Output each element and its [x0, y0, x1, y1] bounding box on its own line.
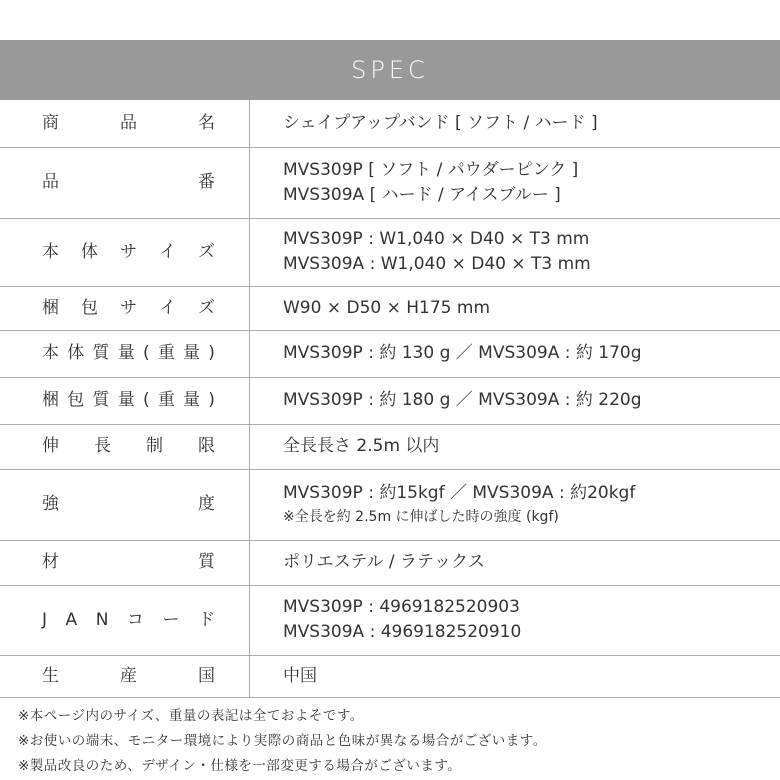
- spec-label-char: 産: [120, 665, 137, 686]
- spec-value: MVS309P [ ソフト / パウダーピンク ]: [283, 159, 579, 180]
- spec-label: [42, 434, 215, 459]
- spec-value-cell: [250, 147, 780, 218]
- spec-row: [0, 585, 780, 655]
- spec-label-char: 包: [67, 390, 85, 410]
- spec-label-char: コ: [126, 609, 144, 630]
- spec-label-cell: [0, 218, 250, 286]
- spec-value-cell: [250, 655, 780, 697]
- spec-value: ポリエステル / ラテックス: [283, 552, 485, 572]
- spec-label-char: 体: [67, 343, 85, 363]
- spec-label: [42, 608, 215, 633]
- spec-label-char: イ: [159, 297, 176, 318]
- spec-value: シェイプアップバンド [ ソフト / ハード ]: [283, 112, 598, 133]
- spec-label-char: 伸: [42, 436, 59, 456]
- spec-label-cell: [0, 377, 250, 424]
- spec-row: [0, 377, 780, 424]
- spec-label-char: 強: [42, 494, 59, 514]
- spec-label-char: 重: [157, 343, 175, 363]
- spec-label-char: 体: [81, 241, 98, 262]
- spec-label-cell: [0, 655, 250, 697]
- spec-row: [0, 330, 780, 377]
- spec-label-char: (: [142, 390, 150, 410]
- spec-label-char: (: [142, 343, 150, 363]
- spec-label-char: A: [65, 609, 78, 630]
- spec-label-char: 重: [157, 390, 175, 410]
- spec-label-cell: [0, 585, 250, 655]
- spec-label-char: 国: [198, 665, 215, 686]
- spec-value-cell: [250, 540, 780, 585]
- spec-value: MVS309A : 4969182520910: [283, 622, 522, 642]
- spec-value-cell: [250, 330, 780, 377]
- spec-label-char: サ: [120, 241, 137, 262]
- spec-title: SPEC: [351, 56, 429, 84]
- spec-value: MVS309P : 4969182520903: [283, 597, 520, 617]
- spec-value: MVS309P : 約 130 g ／ MVS309A : 約 170g: [283, 343, 642, 363]
- spec-value-note: ※全長を約 2.5m に伸ばした時の強度 (kgf): [283, 509, 559, 525]
- spec-label: [42, 111, 215, 136]
- spec-label: [42, 170, 215, 195]
- spec-label-char: ー: [162, 609, 180, 630]
- spec-row: [0, 100, 780, 147]
- spec-label-char: 包: [81, 297, 98, 318]
- spec-label-char: 量: [183, 343, 201, 363]
- spec-value-cell: [250, 218, 780, 286]
- spec-label: [42, 240, 215, 265]
- spec-row: [0, 286, 780, 330]
- spec-label-char: ド: [197, 609, 215, 630]
- spec-value-cell: [250, 286, 780, 330]
- spec-value: MVS309P : W1,040 × D40 × T3 mm: [283, 229, 590, 249]
- spec-header: [0, 40, 780, 100]
- spec-label: [42, 388, 215, 413]
- spec-label-char: 質: [92, 343, 110, 363]
- spec-label-char: 長: [94, 436, 111, 456]
- spec-label-char: 量: [117, 390, 135, 410]
- spec-row: [0, 469, 780, 540]
- spec-label-char: 量: [117, 343, 135, 363]
- spec-label-char: 材: [42, 552, 59, 572]
- spec-value-cell: [250, 585, 780, 655]
- spec-label-char: 番: [198, 172, 215, 192]
- spec-label-char: 制: [146, 436, 163, 456]
- spec-row: [0, 540, 780, 585]
- spec-label-cell: [0, 540, 250, 585]
- spec-label-char: ズ: [198, 297, 215, 318]
- spec-label: [42, 550, 215, 575]
- spec-value: 中国: [283, 665, 317, 686]
- spec-label-char: ): [208, 343, 215, 363]
- spec-label-cell: [0, 147, 250, 218]
- spec-label: [42, 341, 215, 366]
- spec-value-cell: [250, 377, 780, 424]
- spec-value-cell: [250, 100, 780, 147]
- spec-label-char: 商: [42, 112, 59, 133]
- spec-value: MVS309P : 約15kgf ／ MVS309A : 約20kgf: [283, 483, 636, 503]
- spec-value: MVS309A : W1,040 × D40 × T3 mm: [283, 254, 591, 274]
- spec-row: [0, 424, 780, 469]
- spec-value: MVS309A [ ハード / アイスブルー ]: [283, 184, 561, 205]
- spec-label-char: 名: [198, 112, 215, 133]
- notes: [18, 704, 547, 779]
- spec-table: [0, 100, 780, 698]
- spec-label-char: 度: [198, 494, 215, 514]
- spec-label-cell: [0, 469, 250, 540]
- spec-label-char: ): [208, 390, 215, 410]
- spec-label-char: 本: [42, 241, 59, 262]
- spec-label-cell: [0, 330, 250, 377]
- spec-label-char: 品: [42, 172, 59, 192]
- spec-label-char: 品: [120, 112, 137, 133]
- spec-label-char: 梱: [42, 390, 59, 410]
- spec-label: [42, 492, 215, 517]
- spec-value-cell: [250, 469, 780, 540]
- spec-label-char: J: [42, 609, 48, 630]
- spec-label-char: 限: [198, 436, 215, 456]
- spec-value: MVS309P : 約 180 g ／ MVS309A : 約 220g: [283, 390, 642, 410]
- spec-value: 全長長さ 2.5m 以内: [283, 436, 440, 456]
- note-line: ※お使いの端末、モニター環境により実際の商品と色味が異なる場合がございます。: [18, 733, 547, 749]
- spec-label-char: イ: [159, 241, 176, 262]
- spec-label: [42, 296, 215, 321]
- spec-label-char: 量: [183, 390, 201, 410]
- note-line: ※本ページ内のサイズ、重量の表記は全ておよそです。: [18, 708, 364, 724]
- spec-label-char: 梱: [42, 297, 59, 318]
- note-line: ※製品改良のため、デザイン・仕様を一部変更する場合がございます。: [18, 758, 462, 774]
- spec-label-char: サ: [120, 297, 137, 318]
- spec-value: W90 × D50 × H175 mm: [283, 297, 491, 318]
- spec-label-cell: [0, 100, 250, 147]
- spec-label-char: N: [95, 609, 109, 630]
- spec-label-char: 質: [92, 390, 110, 410]
- spec-label-cell: [0, 286, 250, 330]
- spec-row: [0, 147, 780, 218]
- spec-label-char: 本: [42, 343, 59, 363]
- spec-label: [42, 664, 215, 689]
- spec-label-char: 生: [42, 665, 59, 686]
- spec-label-char: ズ: [198, 241, 215, 262]
- spec-row: [0, 218, 780, 286]
- spec-label-cell: [0, 424, 250, 469]
- spec-row: [0, 655, 780, 697]
- spec-value-cell: [250, 424, 780, 469]
- spec-label-char: 質: [198, 552, 215, 572]
